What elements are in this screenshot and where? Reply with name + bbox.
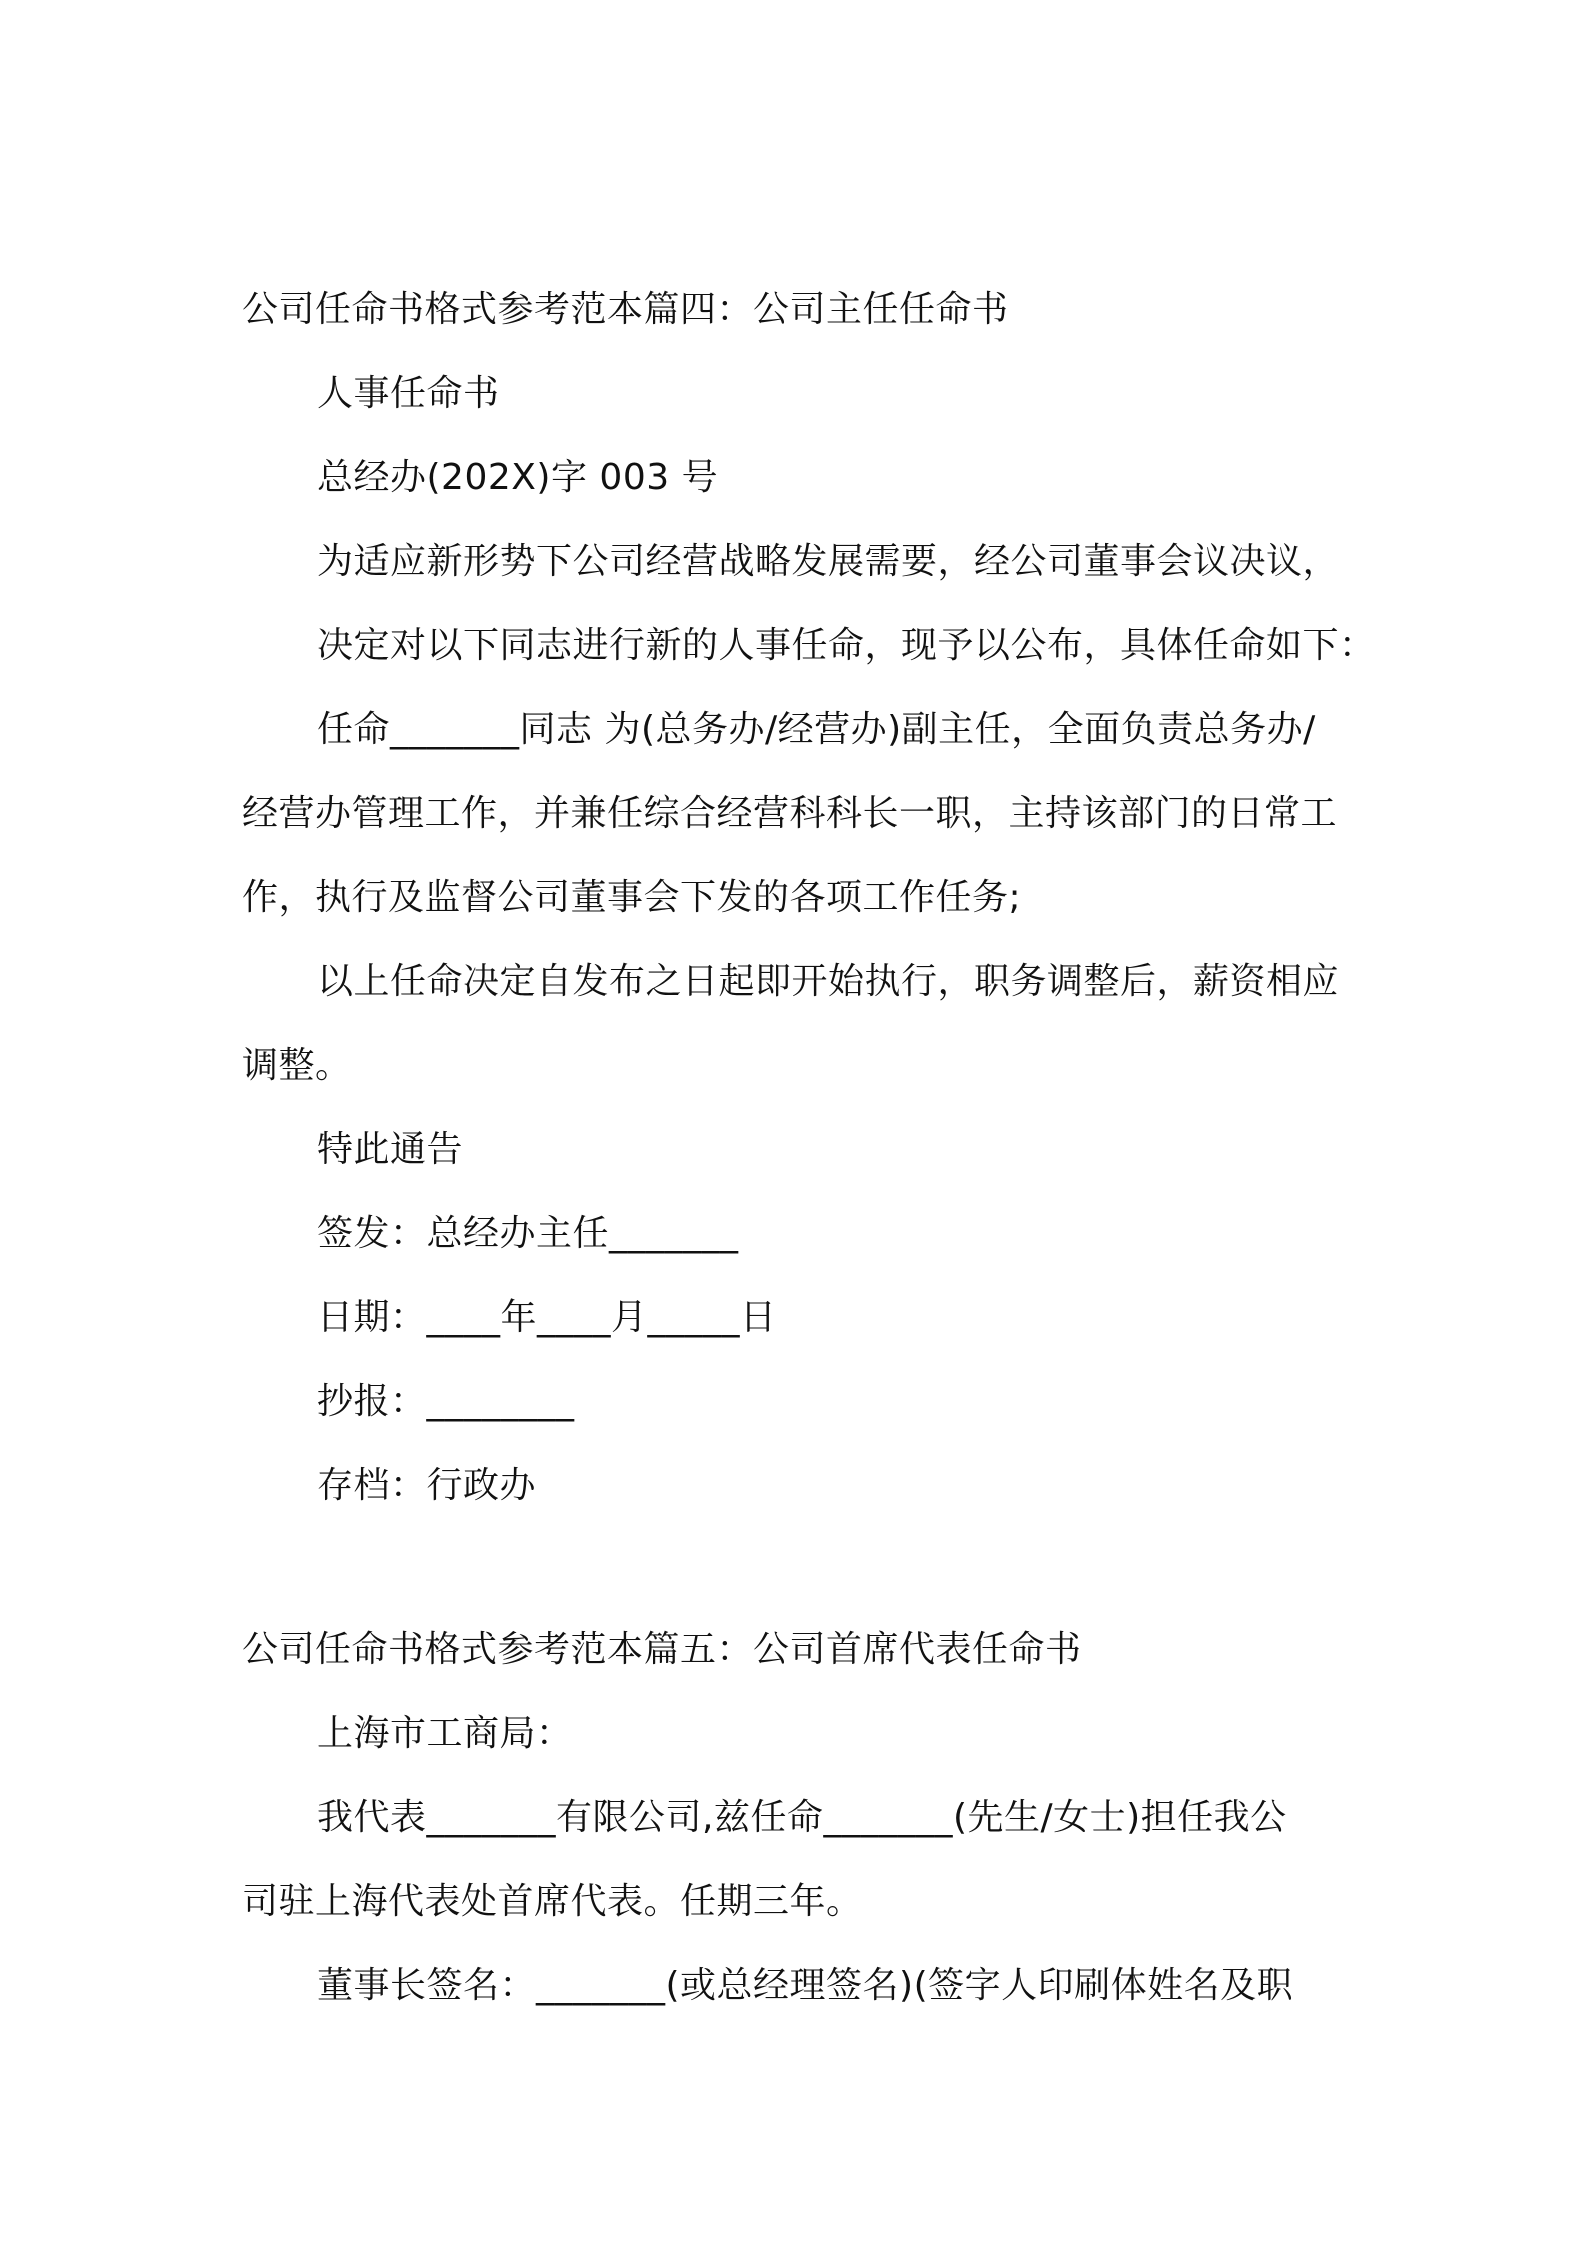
section-four-heading: 公司任命书格式参考范本篇四：公司主任任命书 xyxy=(242,289,1009,330)
appointment-paragraph-line: 我代表_______有限公司,兹任命_______(先生/女士)担任我公 xyxy=(317,1797,1287,1838)
appointment-paragraph-line: 司驻上海代表处首席代表。任期三年。 xyxy=(242,1881,863,1922)
issued-by-line: 签发：总经办主任_______ xyxy=(317,1213,739,1254)
appointment-paragraph-line: 任命_______同志 为(总务办/经营办)副主任，全面负责总务办/ xyxy=(317,709,1316,750)
section-five-heading: 公司任命书格式参考范本篇五：公司首席代表任命书 xyxy=(242,1629,1082,1670)
document-number: 总经办(202X)字 003 号 xyxy=(317,457,719,498)
effective-paragraph-line: 调整。 xyxy=(242,1045,352,1086)
signature-line: 董事长签名：_______(或总经理签名)(签字人印刷体姓名及职 xyxy=(317,1965,1294,2006)
effective-paragraph-line: 以上任命决定自发布之日起即开始执行，职务调整后，薪资相应 xyxy=(317,961,1340,1002)
addressee-line: 上海市工商局： xyxy=(317,1713,573,1754)
paragraph-line: 为适应新形势下公司经营战略发展需要，经公司董事会议决议， xyxy=(317,541,1340,582)
document-title: 人事任命书 xyxy=(317,373,500,414)
cc-line: 抄报：________ xyxy=(317,1381,575,1422)
paragraph-line: 决定对以下同志进行新的人事任命，现予以公布，具体任命如下： xyxy=(317,625,1376,666)
date-line: 日期：____年____月_____日 xyxy=(317,1297,777,1338)
appointment-paragraph-line: 经营办管理工作，并兼任综合经营科科长一职，主持该部门的日常工 xyxy=(242,793,1338,834)
notice-text: 特此通告 xyxy=(317,1129,464,1170)
archive-line: 存档：行政办 xyxy=(317,1465,537,1506)
appointment-paragraph-line: 作，执行及监督公司董事会下发的各项工作任务; xyxy=(242,877,1022,918)
